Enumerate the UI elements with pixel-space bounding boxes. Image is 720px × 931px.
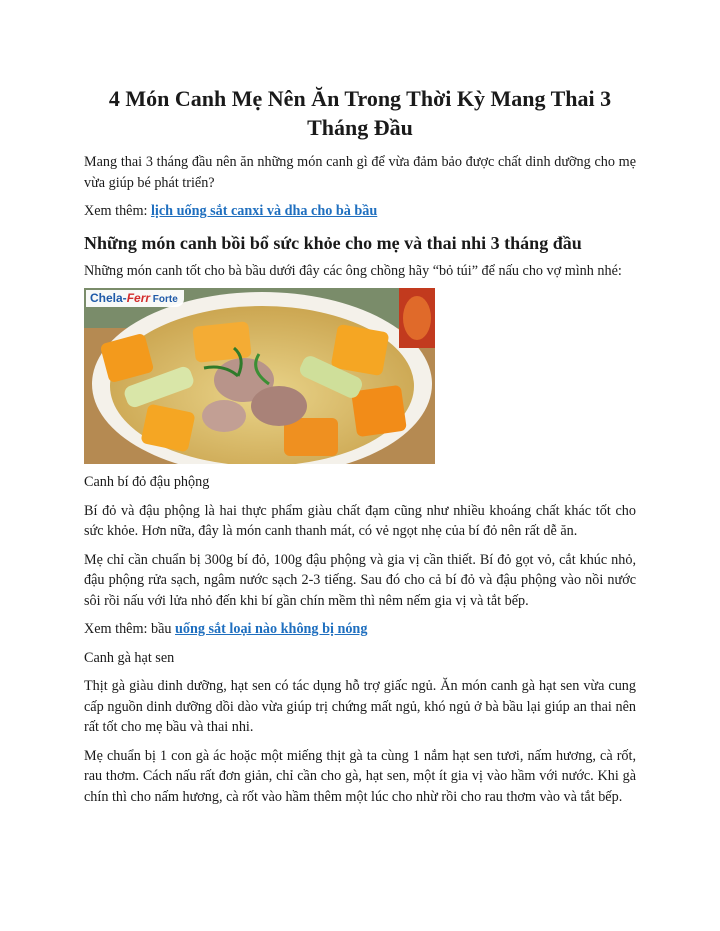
intro-paragraph: Mang thai 3 tháng đầu nên ăn những món canh gì để vừa đảm bảo được chất dinh dưỡng cho mẹ vừa giúp bé phát triển? [84, 154, 636, 191]
see-also-1-prefix: Xem thêm: [84, 203, 151, 219]
see-also-2 [84, 619, 636, 640]
see-also-1-link[interactable]: lịch uống sắt canxi và dha cho bà bầu [150, 203, 378, 219]
chicken-soup-heading: Canh gà hạt sen [84, 649, 175, 666]
pumpkin-description: Bí đỏ và đậu phộng là hai thực phẩm giàu chất đạm cũng như nhiều khoáng chất khác tốt cho sức khỏe. Hơn nữa, đây là món canh thanh mát, có vẻ ngọt nhẹ của bí đỏ nên rất dễ ăn. [84, 502, 636, 539]
article-title: 4 Món Canh Mẹ Nên Ăn Trong Thời Kỳ Mang Thai 3 Tháng Đầu [108, 86, 612, 140]
chicken-description: Thịt gà giàu dinh dưỡng, hạt sen có tác dụng hỗ trợ giấc ngủ. Ăn món canh gà hạt sen vừa cung cấp nguồn dinh dưỡng dồi dào vừa giúp trị chứng mất ngủ, khó ngủ ở bà bầu lại giúp an thai nên rất tốt cho mẹ bầu và thai nhi. [84, 678, 636, 735]
section-intro: Những món canh tốt cho bà bầu dưới đây các ông chồng hãy “bỏ túi” để nấu cho vợ mình nhé: [84, 262, 622, 279]
see-also-1 [84, 201, 636, 222]
soup-photo [84, 288, 435, 464]
see-also-2-prefix: Xem thêm: bầu [84, 621, 176, 637]
see-also-2-link[interactable]: uống sắt loại nào không bị nóng [175, 621, 368, 637]
section-heading: Những món canh bồi bổ sức khỏe cho mẹ và thai nhi 3 tháng đầu [84, 232, 582, 253]
pumpkin-steps: Mẹ chỉ cần chuẩn bị 300g bí đỏ, 100g đậu phộng và gia vị cần thiết. Bí đỏ gọt vỏ, cắt khúc nhỏ, đậu phộng rửa sạch, ngâm nước sạch 2-3 tiếng. Sau đó cho cả bí đỏ và đậu phộng vào nồi nước sôi rồi nấu với lửa nhỏ đến khi bí gần chín mềm thì nêm nếm gia vị và tắt bếp. [84, 551, 636, 609]
chicken-steps: Mẹ chuẩn bị 1 con gà ác hoặc một miếng thịt gà ta cùng 1 nắm hạt sen tươi, nấm hương, cà rốt, rau thơm. Cách nấu rất đơn giản, chỉ cần cho gà, hạt sen, một ít gia vị vào hầm với nước. Khi gà chín thì cho nấm hương, cà rốt vào hầm thêm một lúc cho nhừ rồi cho rau thơm vào và tắt bếp. [84, 747, 636, 805]
brand-watermark: Chela-Ferr Forte [86, 290, 184, 307]
soup-photo-illustration [84, 288, 435, 464]
image-caption: Canh bí đỏ đậu phộng [84, 474, 210, 490]
